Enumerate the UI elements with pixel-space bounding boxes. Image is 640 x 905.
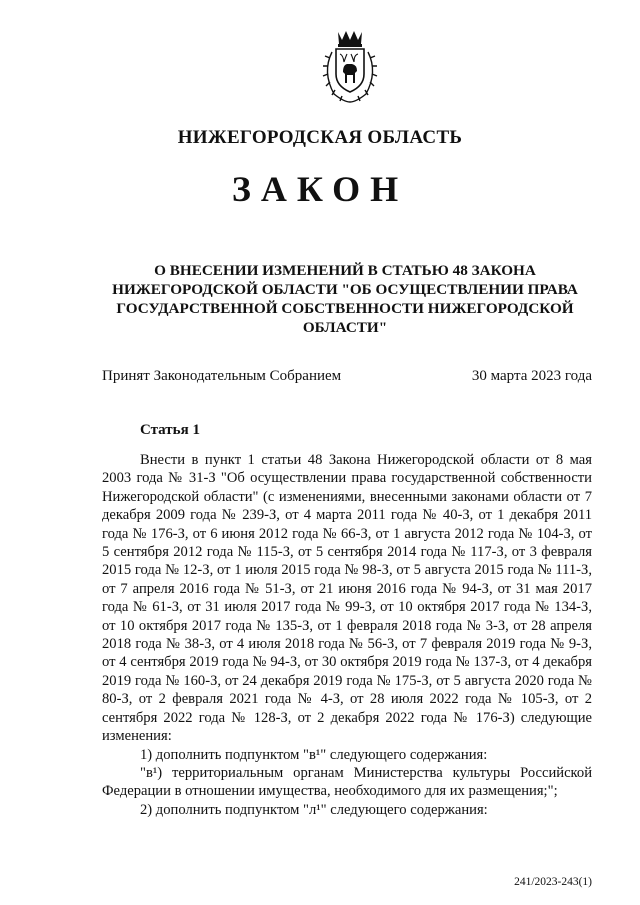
- adopted-by: Принят Законодательным Собранием: [102, 368, 342, 384]
- document-id: 241/2023-243(1): [514, 876, 592, 888]
- amendment-item-2: 2) дополнить подпунктом "л¹" следующего содержания:: [140, 801, 488, 818]
- article-intro: Внести в пункт 1 статьи 48 Закона Нижегородской области от 8 мая 2003 года № 31-З "Об осуществлении права государственной собственности Нижегородской области" (с изменениями, внесенными законами области от 7 декабря 2009 года № 239-З, от 4 марта 2011 года № 40-З, от 1 декабря 2011 года № 176-З, от 6 июня 2012 года № 66-З, от 1 августа 2012 года № 104-З, от 5 сентября 2012 года № 115-З, от 5 сентября 2014 года № 117-З, от 3 февраля 2015 года № 12-З, от 1 июля 2015 года № 98-З, от 5 августа 2015 года № 111-З, от 7 апреля 2016 года № 51-З, от 21 июня 2016 года № 94-З, от 31 мая 2017 года № 61-З, от 31 июля 2017 года № 99-З, от 10 октября 2017 года № 134-З, от 10 октября 2017 года № 135-З, от 1 февраля 2018 года № 3-З, от 28 апреля 2018 года № 38-З, от 4 июля 2018 года № 56-З, от 7 февраля 2019 года № 9-З, от 4 сентября 2019 года № 94-З, от 30 октября 2019 года № 137-З, от 4 декабря 2019 года № 160-З, от 24 декабря 2019 года № 175-З, от 5 августа 2020 года № 80-З, от 2 февраля 2021 года № 4-З, от 28 июля 2022 года № 105-З, от 2 сентября 2022 года № 128-З, от 2 декабря 2022 года № 176-З) следующие изменения:: [102, 452, 592, 745]
- adoption-line: [102, 368, 592, 385]
- coat-of-arms-icon: [316, 28, 384, 106]
- law-title: О ВНЕСЕНИИ ИЗМЕНЕНИЙ В СТАТЬЮ 48 ЗАКОНА НИЖЕГОРОДСКОЙ ОБЛАСТИ "ОБ ОСУЩЕСТВЛЕНИИ ПРАВА ГОСУДАРСТВЕННОЙ СОБСТВЕННОСТИ НИЖЕГОРОДСКОЙ ОБЛАСТИ": [112, 262, 578, 336]
- document-type: ЗАКОН: [231, 169, 409, 209]
- adoption-date: 30 марта 2023 года: [471, 368, 592, 384]
- amendment-item-1: 1) дополнить подпунктом "в¹" следующего содержания:: [140, 746, 488, 763]
- region-name: НИЖЕГОРОДСКАЯ ОБЛАСТЬ: [177, 127, 463, 148]
- amendment-item-1-text: "в¹) территориальным органам Министерства культуры Российской Федерации в отношении имущества, необходимого для их размещения;";: [102, 764, 592, 800]
- article-heading: Статья 1: [140, 422, 200, 438]
- article-body: [102, 451, 592, 819]
